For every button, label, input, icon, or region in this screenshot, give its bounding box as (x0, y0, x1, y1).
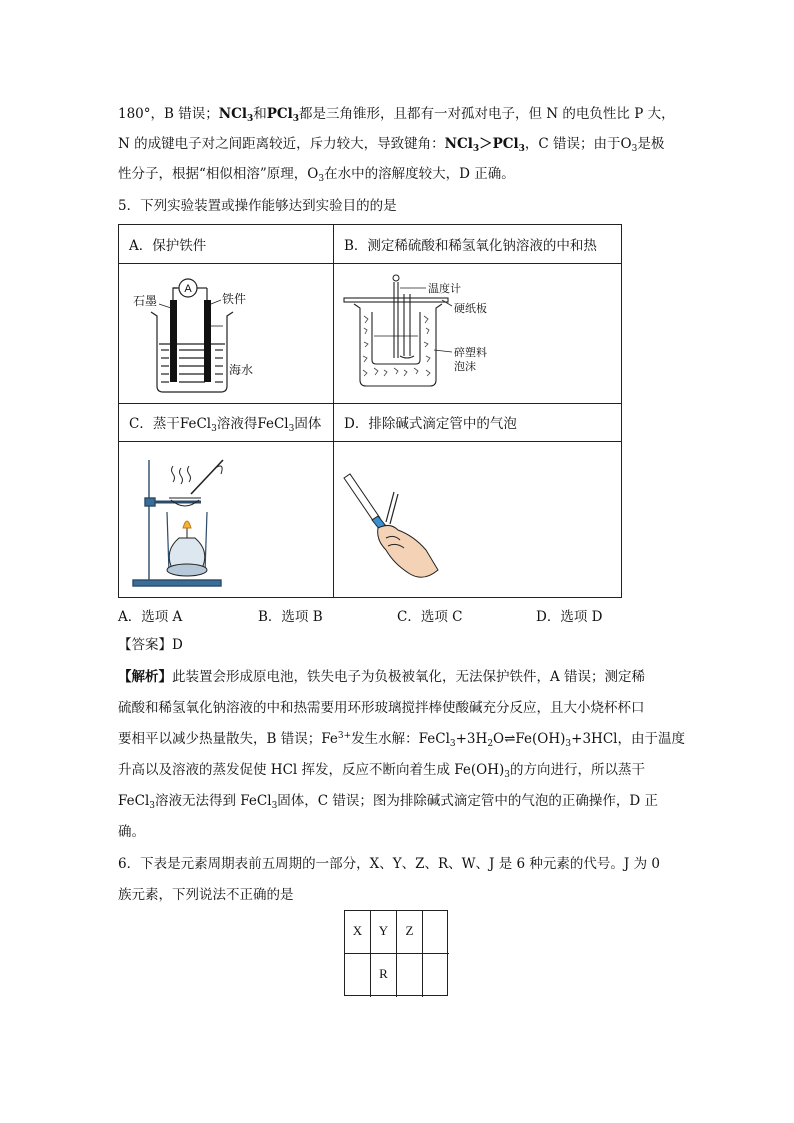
cell-c-label: C．蒸干FeCl$_3$溶液得FeCl$_3$固体 (129, 416, 322, 434)
question-6-stem-line-1: 6．下表是元素周期表前五周期的一部分，X、Y、Z、R、W、J 是 6 种元素的代号。J 为 0 (118, 856, 660, 872)
pt-cell (423, 911, 449, 954)
analysis-line-3: 要相平以减少热量散失，B 错误；$Fe^{3+}$发生水解：$FeCl_3+3H_2O\rightleftharpoons Fe(OH)_3+3HCl$，由于温度 (118, 731, 685, 749)
choice-a[interactable]: A．选项 A (118, 609, 183, 625)
experiment-table (118, 224, 622, 598)
analysis-line-4: 升高以及溶液的蒸发促使 HCl 挥发，反应不断向着生成 $Fe(OH)_3$的方向进行，所以蒸干 (118, 762, 646, 780)
pt-cell (423, 954, 449, 997)
pt-cell: Z (397, 911, 423, 954)
question-5-stem: 5．下列实验装置或操作能够达到实验目的的是 (118, 198, 397, 214)
ammeter-label: A (184, 283, 192, 295)
foam-label-2: 泡沫 (454, 360, 476, 373)
analysis-continuation-line-3: 性分子，根据“相似相溶”原理，$O_3$在水中的溶解度较大，D 正确。 (118, 166, 515, 184)
cell-a-label: A．保护铁件 (129, 238, 207, 254)
diagram-d-burette (334, 442, 622, 598)
graphite-label: 石墨 (133, 294, 158, 308)
pt-cell (345, 954, 371, 997)
choice-c[interactable]: C．选项 C (397, 609, 463, 625)
question-6-stem-line-2: 族元素，下列说法不正确的是 (118, 887, 294, 903)
pt-cell: Y (371, 911, 397, 954)
pt-cell (397, 954, 423, 997)
foam-label-1: 碎塑料 (454, 346, 487, 359)
diagram-a-iron-protection (119, 264, 333, 402)
cardboard-label: 硬纸板 (454, 302, 487, 315)
answer-line: 【答案】D (118, 637, 183, 653)
diagram-b-calorimeter (334, 264, 622, 402)
seawater-label: 海水 (229, 363, 254, 377)
graphite-electrode (170, 300, 177, 382)
analysis-line-2: 硫酸和稀氢氧化钠溶液的中和热需要用环形玻璃搅拌棒使酸碱充分反应，且大小烧杯杯口 (118, 700, 645, 716)
analysis-line-6: 确。 (118, 824, 145, 840)
analysis-line-5: FeCl$_3$溶液无法得到 FeCl$_3$固体，C 错误；图为排除碱式滴定管中的气泡的正确操作，D 正 (118, 793, 659, 811)
choice-b[interactable]: B．选项 B (258, 609, 323, 625)
periodic-table-fragment (344, 910, 448, 996)
analysis-line-1: 【解析】此装置会形成原电池，铁失电子为负极被氧化，无法保护铁件，A 错误；测定稀 (118, 669, 646, 685)
thermometer-label: 温度计 (428, 282, 461, 295)
choice-d[interactable]: D．选项 D (536, 609, 603, 625)
pt-cell: R (371, 954, 397, 997)
analysis-continuation-line-2: N 的成键电子对之间距离较近，斥力较大，导致键角：NCl$_3$＞PCl$_3$，C 错误；由于$O_3$是极 (118, 136, 665, 154)
pt-cell: X (345, 911, 371, 954)
iron-label: 铁件 (222, 292, 247, 306)
cell-d-label: D．排除碱式滴定管中的气泡 (344, 416, 517, 432)
iron-electrode (204, 300, 211, 382)
analysis-continuation-line-1: 180°，B 错误；NCl$_3$和PCl$_3$都是三角锥形，且都有一对孤对电子，但 N 的电负性比 P 大， (118, 106, 675, 124)
cell-b-label: B．测定稀硫酸和稀氢氧化钠溶液的中和热 (344, 238, 597, 254)
question-5-choices (118, 605, 622, 625)
diagram-c-evaporation (119, 442, 333, 598)
